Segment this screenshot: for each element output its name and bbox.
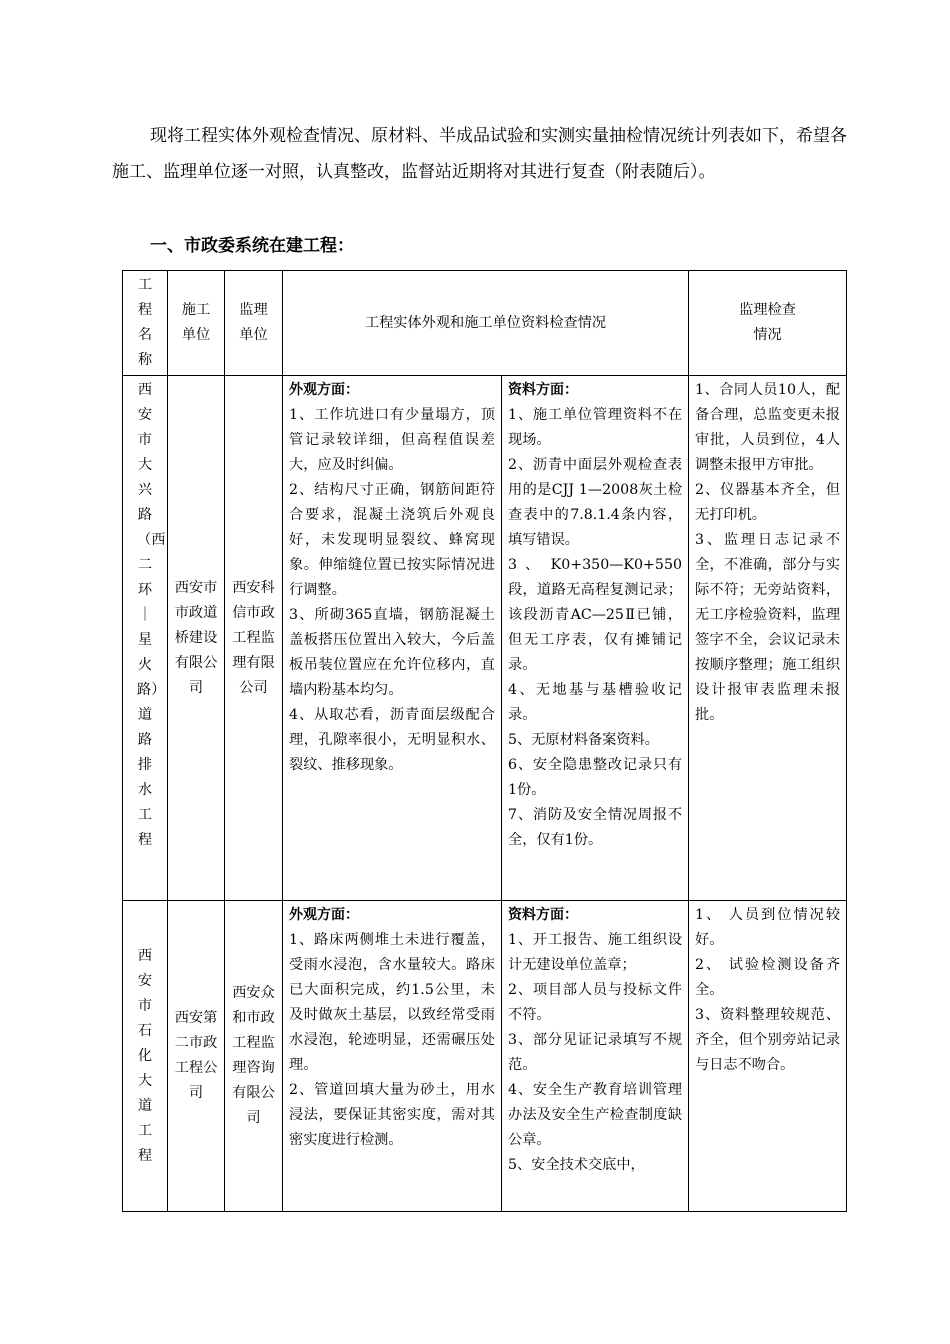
table-row xyxy=(123,901,847,1212)
documents-cell: 资料方面： 1、开工报告、施工组织设计无建设单位盖章； 2、项目部人员与投标文件不符。 3、部分见证记录填写不规范。 4、安全生产教育培训管理办法及安全生产检查制度缺公章。 5、安全技术交底中， xyxy=(502,901,689,1212)
construction-unit-cell: 西安第二市政工程公司 xyxy=(168,901,225,1212)
construction-unit-cell: 西安市市政道桥建设有限公司 xyxy=(168,376,225,901)
section-title: 一、市政委系统在建工程： xyxy=(150,236,354,256)
appearance-cell: 外观方面： 1、路床两侧堆土未进行覆盖，受雨水浸泡，含水量较大。路床已大面积完成，约1.5公里，未及时做灰土基层，以致经常受雨水浸泡，轮迹明显，还需碾压处理。 2、管道回填大量为砂土，用水浸法，要保证其密实度，需对其密实度进行检测。 xyxy=(283,901,502,1212)
documents-cell: 资料方面： 1、施工单位管理资料不在现场。 2、沥青中面层外观检查表用的是CJJ 1—2008灰土检查表中的7.8.1.4条内容，填写错误。 3 、 K0+350—K0+550段，道路无高程复测记录；该段沥青AC—25Ⅱ已铺，但无工序表，仅有摊铺记录。 4、无地基与基槽验收记录。 5、无原材料备案资料。 6、安全隐患整改记录只有1份。 7、消防及安全情况周报不全，仅有1份。 xyxy=(502,376,689,901)
header-construction-unit: 施工单位 xyxy=(168,271,225,376)
table-header-row xyxy=(123,271,847,376)
header-project-name: 工程名称 xyxy=(123,271,168,376)
supervision-unit-cell: 西安众和市政工程监理咨询有限公司 xyxy=(225,901,283,1212)
project-name-cell: 西安市大兴路（西二环｜星火路）道路排水工程 xyxy=(123,376,168,901)
header-inspection: 工程实体外观和施工单位资料检查情况 xyxy=(283,271,689,376)
table-row xyxy=(123,376,847,901)
appearance-cell: 外观方面： 1、工作坑进口有少量塌方，顶管记录较详细，但高程值误差大，应及时纠偏。 2、结构尺寸正确，钢筋间距符合要求，混凝土浇筑后外观良好，未发现明显裂纹、蜂窝现象。伸缩缝位置已按实际情况进行调整。 3、所砌365直墙，钢筋混凝土盖板搭压位置出入较大，今后盖板吊装位置应在允许位移内，直墙内粉基本均匀。 4、从取芯看，沥青面层级配合理，孔隙率很小，无明显积水、裂纹、推移现象。 xyxy=(283,376,502,901)
supervision-unit-cell: 西安科信市政工程监理有限公司 xyxy=(225,376,283,901)
project-name-cell: 西安市石化大道工程 xyxy=(123,901,168,1212)
supervision-check-cell: 1、合同人员10人，配备合理，总监变更未报审批，人员到位，4人调整未报甲方审批。 2、仪器基本齐全，但无打印机。 3、监理日志记录不全，不准确，部分与实际不符；无旁站资料，无工序检验资料，监理签字不全，会议记录未按顺序整理；施工组织设计报审表监理未报批。 xyxy=(689,376,847,901)
inspection-table xyxy=(122,270,847,1212)
intro-paragraph: 现将工程实体外观检查情况、原材料、半成品试验和实测实量抽检情况统计列表如下，希望各施工、监理单位逐一对照，认真整改，监督站近期将对其进行复查（附表随后）。 xyxy=(112,126,847,182)
header-supervision-check: 监理检查 情况 xyxy=(689,271,847,376)
header-supervision-unit: 监理单位 xyxy=(225,271,283,376)
supervision-check-cell: 1、 人员到位情况较好。 2、 试验检测设备齐全。 3、资料整理较规范、齐全，但个别旁站记录与日志不吻合。 xyxy=(689,901,847,1212)
